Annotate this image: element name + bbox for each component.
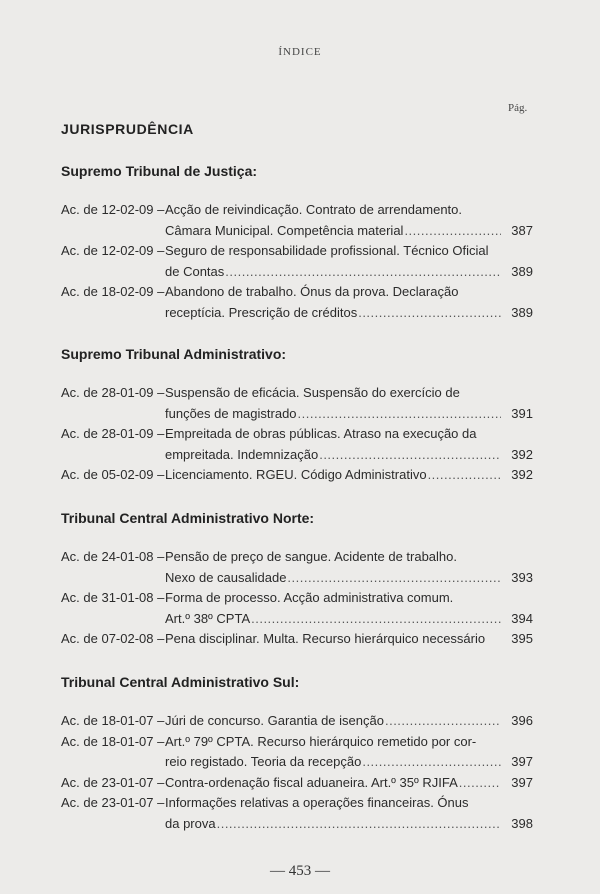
dot-leader [459,773,501,794]
entry-page: 397 [511,774,533,790]
entry-ref: Ac. de 18-02-09 – [61,284,165,299]
dot-leader [404,221,501,242]
entry-page: 387 [511,222,533,238]
entry-ref: Ac. de 05-02-09 – [61,467,165,482]
dot-leader [428,465,501,486]
index-entry[interactable] [61,200,533,241]
entry-text: Seguro de responsabilidade profissional. Técnico Oficial [165,243,489,258]
entry-text: Contra-ordenação fiscal aduaneira. Art.º 35º RJIFA [165,774,458,790]
index-entry[interactable] [61,465,533,486]
entry-ref: Ac. de 07-02-08 – [61,631,165,646]
section-entries-tca-norte [61,547,533,650]
entry-page: 397 [511,754,533,769]
entry-text-cont: funções de magistrado [165,405,297,421]
entry-ref: Ac. de 24-01-08 – [61,549,165,564]
entry-ref: Ac. de 28-01-09 – [61,426,165,441]
entry-text: Pena disciplinar. Multa. Recurso hierárquico necessário [165,631,486,646]
entry-text-cont: reio registado. Teoria da recepção [165,754,362,769]
dot-leader [287,568,501,589]
entry-ref: Ac. de 12-02-09 – [61,202,165,217]
dot-leader [362,752,501,773]
entry-ref: Ac. de 23-01-07 – [61,795,165,810]
section-entries-stj [61,200,533,323]
section-title-tca-norte: Tribunal Central Administrativo Norte: [61,510,315,526]
dot-leader [251,609,501,630]
entry-page: 394 [511,610,533,626]
entry-ref: Ac. de 23-01-07 – [61,774,165,790]
entry-ref: Ac. de 18-01-07 – [61,733,165,749]
entry-text: Licenciamento. RGEU. Código Administrativo [165,467,427,482]
entry-ref: Ac. de 31-01-08 – [61,590,165,605]
page-number: — 453 — [270,863,330,879]
entry-page: 393 [511,569,533,585]
dot-leader [298,404,501,425]
entry-page: 389 [511,263,533,279]
entry-text: Acção de reivindicação. Contrato de arrendamento. [165,202,463,217]
entry-text-cont: de Contas [165,263,225,279]
dot-leader [358,303,501,324]
entry-page: 392 [511,446,533,462]
section-title-stj: Supremo Tribunal de Justiça: [61,163,258,179]
index-entry[interactable] [61,773,533,794]
entry-text-cont: Nexo de causalidade [165,569,287,585]
page-column-label: Pág. [508,102,528,114]
dot-leader [225,262,501,283]
entry-text-cont: Art.º 38º CPTA [165,610,251,626]
running-header: ÍNDICE [278,46,322,58]
index-entry[interactable] [61,629,533,650]
entry-ref: Ac. de 28-01-09 – [61,385,165,400]
entry-text: Pensão de preço de sangue. Acidente de trabalho. [165,549,457,564]
entry-text-cont: receptícia. Prescrição de créditos [165,304,358,320]
entry-text: Forma de processo. Acção administrativa comum. [165,590,454,605]
dot-leader [217,814,501,835]
section-title-sta: Supremo Tribunal Administrativo: [61,346,287,362]
section-entries-sta [61,383,533,486]
index-entry[interactable] [61,793,533,834]
entry-ref: Ac. de 12-02-09 – [61,243,165,258]
index-entry[interactable] [61,588,533,629]
entry-ref: Ac. de 18-01-07 – [61,713,165,728]
index-entry[interactable] [61,547,533,588]
entry-text: Art.º 79º CPTA. Recurso hierárquico remetido por cor- [165,733,477,749]
entry-text-cont: Câmara Municipal. Competência material [165,222,404,238]
main-title: JURISPRUDÊNCIA [61,121,194,137]
dot-leader [385,711,501,732]
entry-page: 396 [511,713,533,728]
entry-text: Júri de concurso. Garantia de isenção [165,713,384,728]
section-entries-tca-sul [61,711,533,834]
index-entry[interactable] [61,282,533,323]
index-entry[interactable] [61,383,533,424]
entry-page: 391 [511,405,533,421]
entry-page: 398 [511,815,533,831]
index-entry[interactable] [61,732,533,773]
entry-text: Suspensão de eficácia. Suspensão do exercício de [165,385,460,400]
entry-page: 389 [511,304,533,320]
entry-text-cont: da prova [165,815,216,831]
entry-text: Informações relativas a operações financeiras. Ónus [165,795,469,810]
entry-page: 395 [511,631,533,646]
dot-leader [319,445,501,466]
entry-text: Abandono de trabalho. Ónus da prova. Declaração [165,284,459,299]
section-title-tca-sul: Tribunal Central Administrativo Sul: [61,674,300,690]
index-entry[interactable] [61,424,533,465]
entry-text: Empreitada de obras públicas. Atraso na execução da [165,426,477,441]
entry-text-cont: empreitada. Indemnização [165,446,319,462]
index-entry[interactable] [61,711,533,732]
index-entry[interactable] [61,241,533,282]
entry-page: 392 [511,467,533,482]
